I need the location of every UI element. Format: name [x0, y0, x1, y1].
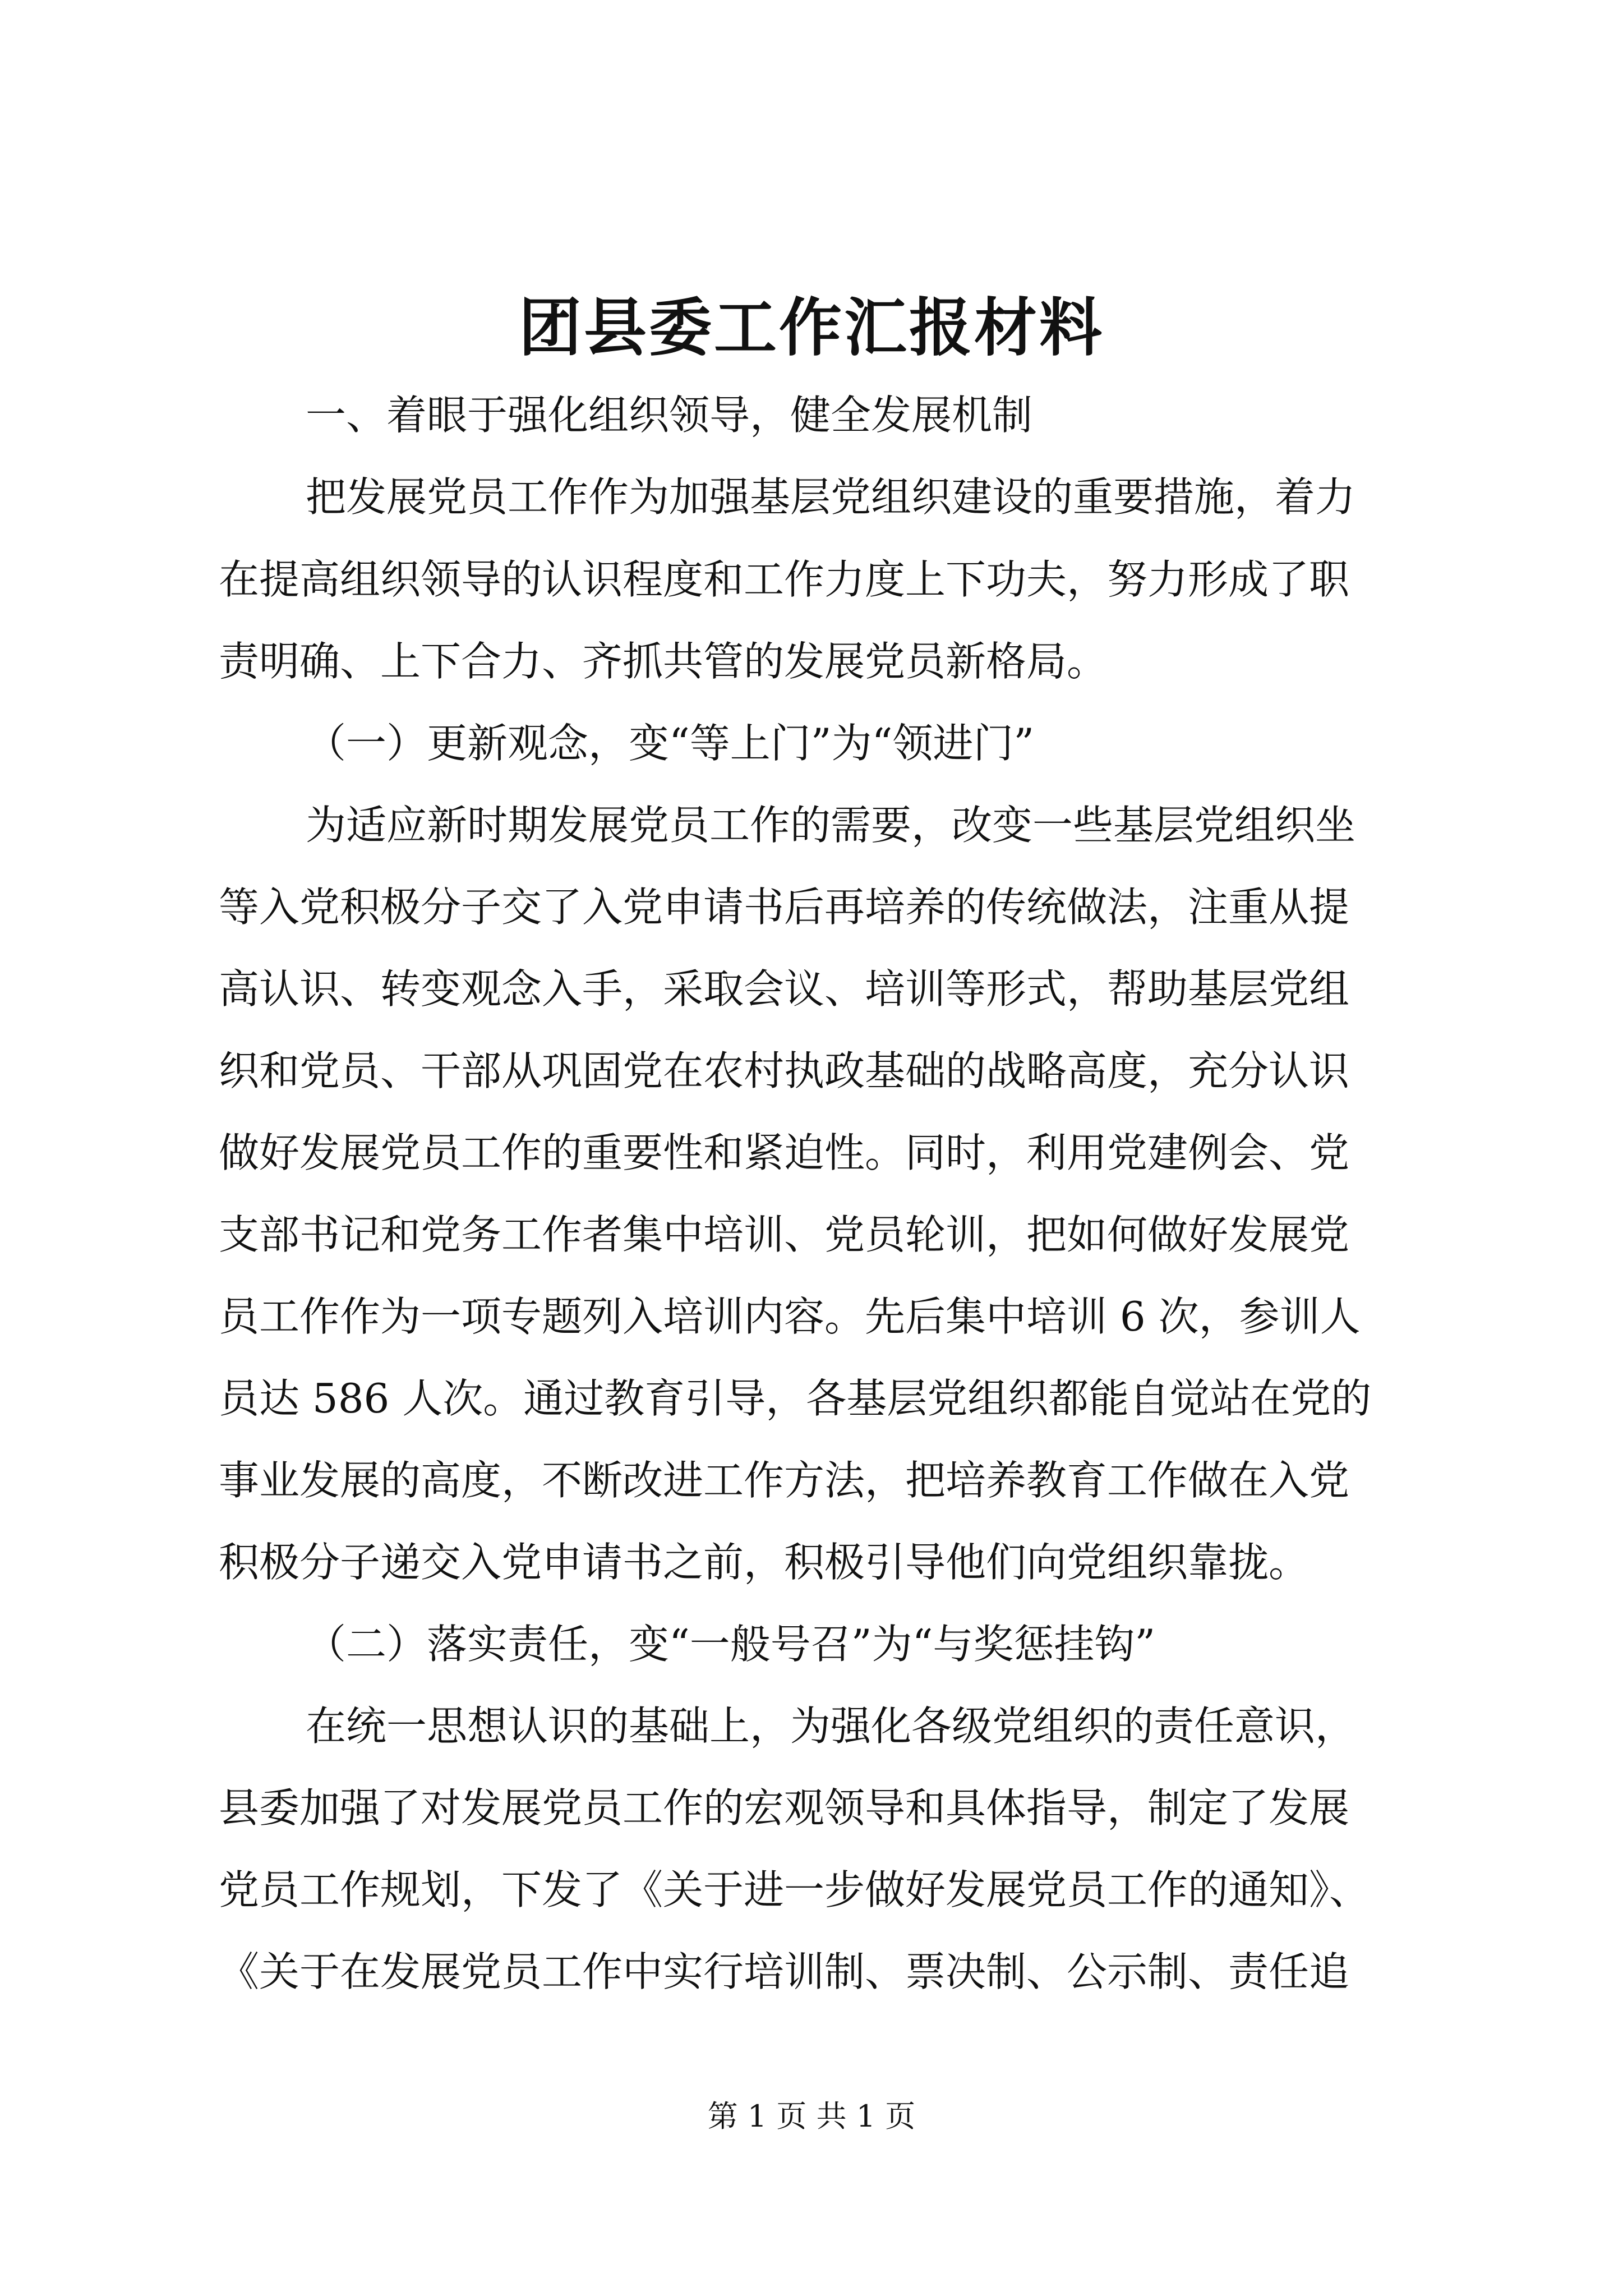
subsection-heading: （二）落实责任，变“一般号召”为“与奖惩挂钩”: [306, 1621, 1156, 1668]
paragraph-line: 在统一思想认识的基础上，为强化各级党组织的责任意识，: [306, 1703, 1356, 1750]
paragraph-line: 员工作作为一项专题列入培训内容。先后集中培训 6 次，参训人: [219, 1293, 1361, 1340]
paragraph-line: 责明确、上下合力、齐抓共管的发展党员新格局。: [219, 638, 1108, 685]
paragraph-line: 织和党员、干部从巩固党在农村执政基础的战略高度，充分认识: [219, 1047, 1350, 1094]
paragraph-line: 党员工作规划，下发了《关于进一步做好发展党员工作的通知》、: [219, 1866, 1370, 1913]
paragraph-line: 把发展党员工作作为加强基层党组织建设的重要措施，着力: [306, 473, 1356, 521]
paragraph-line: 为适应新时期发展党员工作的需要，改变一些基层党组织坐: [306, 802, 1356, 849]
paragraph-line: 积极分子递交入党申请书之前，积极引导他们向党组织靠拢。: [219, 1539, 1310, 1586]
subsection-heading: （一）更新观念，变“等上门”为“领进门”: [306, 720, 1035, 767]
page-number-footer: 第 1 页 共 1 页: [707, 2099, 916, 2134]
paragraph-line: 在提高组织领导的认识程度和工作力度上下功夫，努力形成了职: [219, 556, 1350, 603]
paragraph-line: 高认识、转变观念入手，采取会议、培训等形式，帮助基层党组: [219, 965, 1350, 1013]
paragraph-line: 员达 586 人次。通过教育引导，各基层党组织都能自觉站在党的: [219, 1375, 1372, 1422]
paragraph-line: 县委加强了对发展党员工作的宏观领导和具体指导，制定了发展: [219, 1784, 1350, 1832]
paragraph-line: 事业发展的高度，不断改进工作方法，把培养教育工作做在入党: [219, 1457, 1350, 1504]
section-heading: 一、着眼于强化组织领导，健全发展机制: [306, 392, 1033, 439]
paragraph-line: 《关于在发展党员工作中实行培训制、票决制、公示制、责任追: [219, 1948, 1350, 1995]
document-title: 团县委工作汇报材料: [519, 291, 1104, 365]
paragraph-line: 支部书记和党务工作者集中培训、党员轮训，把如何做好发展党: [219, 1211, 1350, 1258]
paragraph-line: 做好发展党员工作的重要性和紧迫性。同时，利用党建例会、党: [219, 1129, 1350, 1176]
paragraph-line: 等入党积极分子交了入党申请书后再培养的传统做法，注重从提: [219, 884, 1350, 931]
